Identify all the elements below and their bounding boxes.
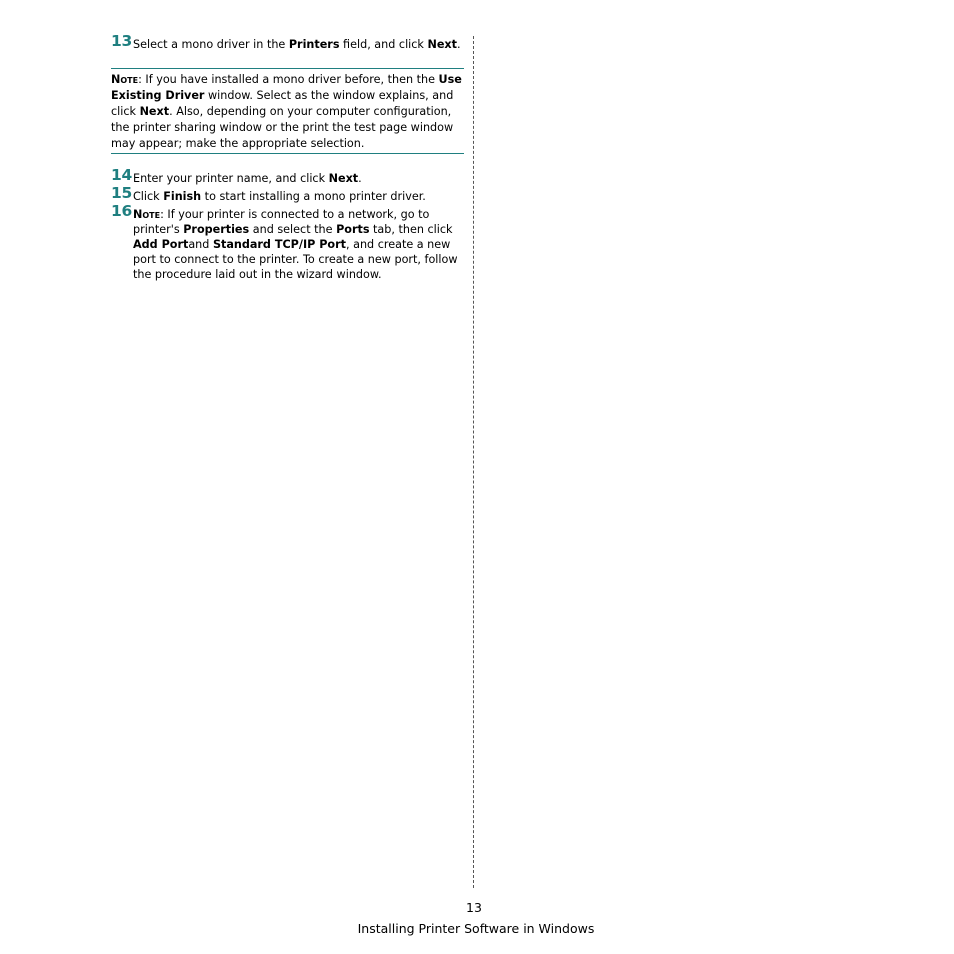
use-existing-driver-label: Use Existing Driver bbox=[111, 73, 462, 102]
note-box: Note: If you have installed a mono driver before, then the Use Existing Driver window. Select as the window explains, and click Next. Also, depending on your computer configuration, the printer sharing window or the print the test page window may appear; make the appropriate selection. bbox=[111, 68, 464, 154]
step-number: 13 bbox=[111, 32, 132, 50]
step-text: Select a mono driver in the Printers field, and click Next. bbox=[133, 38, 461, 51]
next-label: Next bbox=[139, 105, 170, 118]
next-label: Next bbox=[328, 172, 359, 185]
step-15 bbox=[111, 184, 463, 204]
note-label: Note bbox=[133, 208, 161, 221]
step-14 bbox=[111, 166, 463, 186]
add-port-label: Add Port bbox=[133, 238, 189, 251]
step-text: Enter your printer name, and click Next. bbox=[133, 172, 362, 185]
step-text: Click Finish to start installing a mono printer driver. bbox=[133, 190, 426, 203]
step-number: 15 bbox=[111, 184, 132, 202]
ports-label: Ports bbox=[336, 223, 370, 236]
standard-tcp-ip-port-label: Standard TCP/IP Port bbox=[212, 238, 346, 251]
printers-field-label: Printers bbox=[288, 38, 340, 51]
column-divider bbox=[473, 36, 474, 888]
page-number: 13 bbox=[466, 900, 482, 915]
step-13 bbox=[111, 32, 463, 52]
note-label: Note bbox=[111, 73, 139, 86]
properties-label: Properties bbox=[183, 223, 250, 236]
footer-title: Installing Printer Software in Windows bbox=[357, 921, 595, 936]
step-16 bbox=[111, 202, 463, 282]
next-label: Next bbox=[427, 38, 457, 51]
step-number: 14 bbox=[111, 166, 132, 184]
step-number: 16 bbox=[111, 202, 132, 220]
finish-label: Finish bbox=[163, 190, 202, 203]
step-text: Note: If your printer is connected to a network, go to printer's Properties and select the Ports tab, then click Add Portand Standard TCP/IP Port, and create a new port to connect to the printer. To create a new port, follow the procedure laid out in the wizard window. bbox=[133, 208, 458, 281]
